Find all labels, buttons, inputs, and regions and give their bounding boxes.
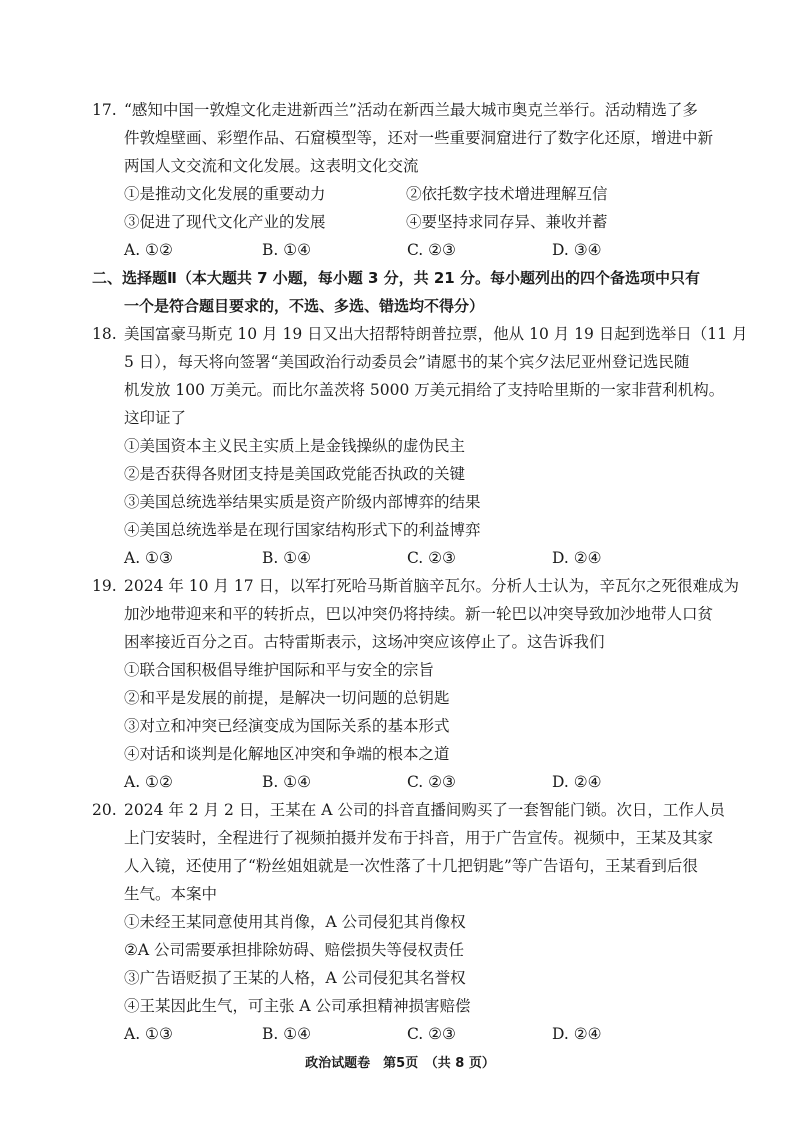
question-number: 18.: [92, 325, 117, 343]
option-c[interactable]: C. ②③: [407, 549, 456, 567]
statement-item: ①美国资本主义民主实质上是金钱操纵的虚伪民主: [124, 437, 466, 455]
question-text-line: 5 日），每天将向签署“美国政治行动委员会”请愿书的某个宾夕法尼亚州登记选民随: [124, 353, 690, 371]
answer-options: [124, 548, 644, 568]
option-d[interactable]: D. ②④: [552, 773, 602, 791]
statement-item: ④要坚持求同存异、兼收并蓄: [406, 213, 608, 231]
option-d[interactable]: D. ③④: [552, 241, 602, 259]
statement-item: ④王某因此生气，可主张 A 公司承担精神损害赔偿: [124, 997, 471, 1015]
question-text-line: 人入镜，还使用了“粉丝姐姐就是一次性落了十几把钥匙”等广告语句，王某看到后很: [124, 857, 698, 875]
statement-item: ④对话和谈判是化解地区冲突和争端的根本之道: [124, 745, 450, 763]
question-text-line: 上门安装时，全程进行了视频拍摄并发布于抖音，用于广告宣传。视频中，王某及其家: [124, 829, 714, 847]
question-text-line: 机发放 100 万美元。而比尔盖茨将 5000 万美元捐给了支持哈里斯的一家非营利机构。: [124, 381, 725, 399]
option-c[interactable]: C. ②③: [407, 773, 456, 791]
option-a[interactable]: A. ①③: [124, 1025, 173, 1043]
option-b[interactable]: B. ①④: [262, 773, 312, 791]
answer-options: [124, 772, 644, 792]
question-text-line: 2024 年 2 月 2 日，王某在 A 公司的抖音直播间购买了一套智能门锁。次日，工作人员: [124, 801, 725, 819]
option-b[interactable]: B. ①④: [262, 549, 312, 567]
question-number: 20.: [92, 801, 117, 819]
option-b[interactable]: B. ①④: [262, 1025, 312, 1043]
question-text-line: 件敦煌壁画、彩塑作品、石窟模型等，还对一些重要洞窟进行了数字化还原，增进中新: [124, 129, 714, 147]
option-a[interactable]: A. ①②: [124, 773, 173, 791]
statement-item: ②依托数字技术增进理解互信: [406, 185, 608, 203]
option-b[interactable]: B. ①④: [262, 241, 312, 259]
option-c[interactable]: C. ②③: [407, 1025, 456, 1043]
question-text-line: 生气。本案中: [124, 885, 218, 903]
statement-item: ③对立和冲突已经演变成为国际关系的基本形式: [124, 717, 450, 735]
statement-item: ③促进了现代文化产业的发展: [124, 213, 326, 231]
statement-item: ①联合国积极倡导维护国际和平与安全的宗旨: [124, 661, 435, 679]
statement-item: ①是推动文化发展的重要动力: [124, 185, 326, 203]
answer-options: [124, 240, 644, 260]
statement-item: ③广告语贬损了王某的人格，A 公司侵犯其名誉权: [124, 969, 466, 987]
option-c[interactable]: C. ②③: [407, 241, 456, 259]
statement-item: ②和平是发展的前提，是解决一切问题的总钥匙: [124, 689, 450, 707]
question-number: 19.: [92, 577, 117, 595]
option-d[interactable]: D. ②④: [552, 549, 602, 567]
question-number: 17.: [92, 101, 117, 119]
section-title: 二、选择题Ⅱ（本大题共 7 小题，每小题 3 分，共 21 分。每小题列出的四个备选项中只有: [92, 269, 700, 287]
statement-item: ①未经王某同意使用其肖像，A 公司侵犯其肖像权: [124, 913, 466, 931]
option-d[interactable]: D. ②④: [552, 1025, 602, 1043]
option-a[interactable]: A. ①③: [124, 549, 173, 567]
question-text-line: 美国富豪马斯克 10 月 19 日又出大招帮特朗普拉票，他从 10 月 19 日起到选举日（11 月: [124, 325, 748, 343]
question-text-line: 这印证了: [124, 409, 187, 427]
statement-item: ②是否获得各财团支持是美国政党能否执政的关键: [124, 465, 466, 483]
question-text-line: 加沙地带迎来和平的转折点，巴以冲突仍将持续。新一轮巴以冲突导致加沙地带人口贫: [124, 605, 714, 623]
statement-item: ②A 公司需要承担排除妨碍、赔偿损失等侵权责任: [124, 941, 465, 959]
answer-options: [124, 1024, 644, 1044]
section-instructions: 一个是符合题目要求的，不选、多选、错选均不得分）: [124, 297, 485, 315]
option-a[interactable]: A. ①②: [124, 241, 173, 259]
page-footer: 政治试题卷 第5页 （共 8 页）: [305, 1056, 495, 1071]
question-text-line: 2024 年 10 月 17 日，以军打死哈马斯首脑辛瓦尔。分析人士认为，辛瓦尔之死很难成为: [124, 577, 740, 595]
statement-item: ④美国总统选举是在现行国家结构形式下的利益博弈: [124, 521, 481, 539]
question-text-line: 困率接近百分之百。古特雷斯表示，这场冲突应该停止了。这告诉我们: [124, 633, 605, 651]
question-text-line: “感知中国一敦煌文化走进新西兰”活动在新西兰最大城市奥克兰举行。活动精选了多: [124, 101, 698, 119]
question-text-line: 两国人文交流和文化发展。这表明文化交流: [124, 157, 419, 175]
statement-item: ③美国总统选举结果实质是资产阶级内部博弈的结果: [124, 493, 481, 511]
